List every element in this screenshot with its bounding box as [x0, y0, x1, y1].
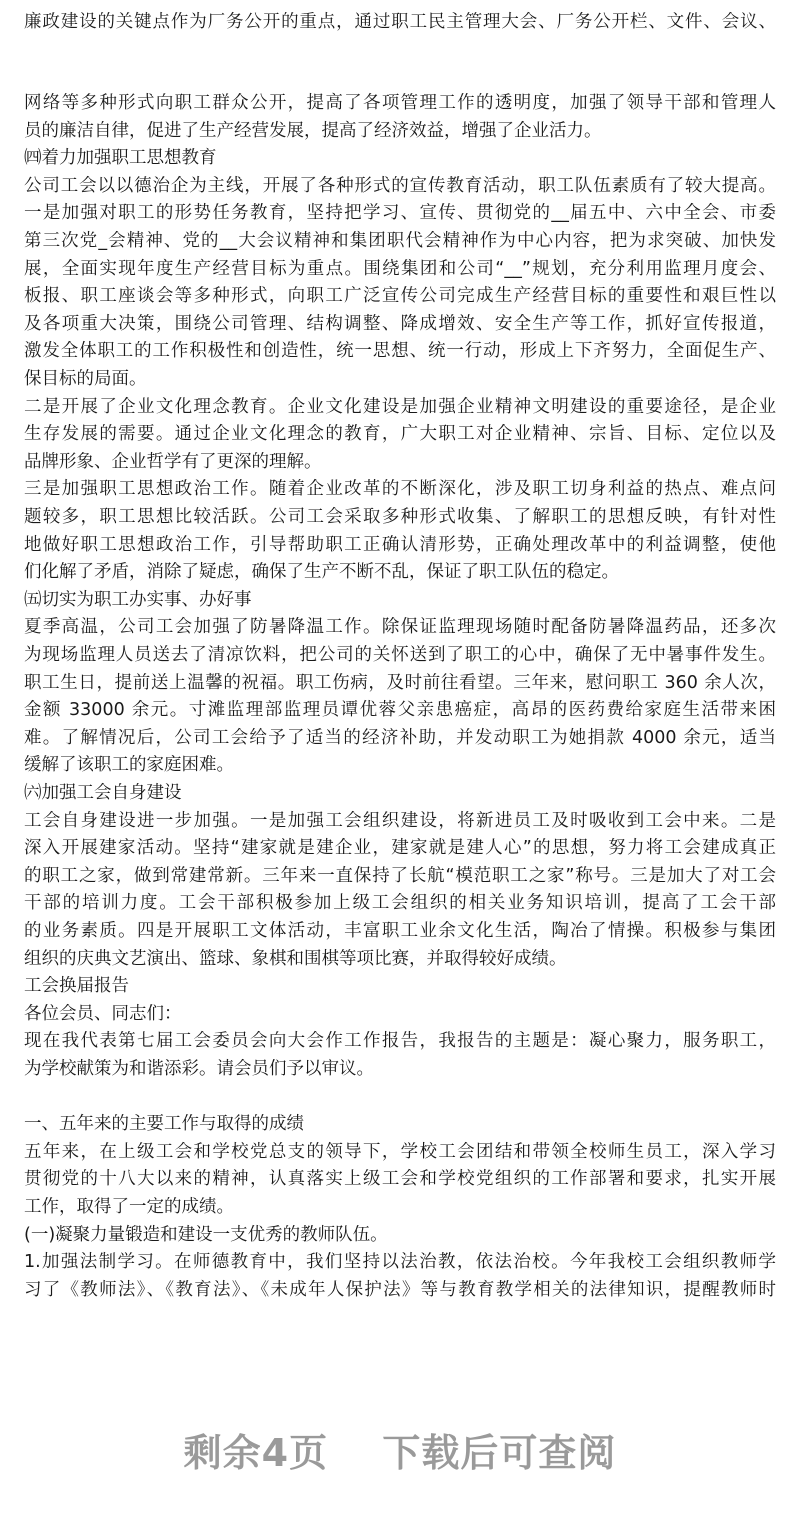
document-line: 公司工会以以德治企为主线，开展了各种形式的宣传教育活动，职工队伍素质有了较大提高。 — [24, 175, 776, 196]
download-to-view-label[interactable]: 下载后可查阅 — [382, 1431, 617, 1475]
document-line: ㈥加强工会自身建设 — [24, 783, 182, 803]
document-line: 干部的培训力度。工会干部积极参加上级工会组织的相关业务知识培训，提高了工会干部 — [24, 893, 776, 914]
document-line: 题较多，职工思想比较活跃。公司工会采取多种形式收集、了解职工的思想反映，有针对性 — [24, 507, 776, 527]
document-line: 工会自身建设进一步加强。一是加强工会组织建设，将新进员工及时吸收到工会中来。二是 — [24, 810, 776, 831]
document-line: 深入开展建家活动。坚持“建家就是建企业，建家就是建人心”的思想，努力将工会建成真正 — [24, 838, 776, 859]
document-line: 缓解了该职工的家庭困难。 — [24, 755, 234, 776]
document-line: 员的廉洁自律，促进了生产经营发展，提高了经济效益，增强了企业活力。 — [24, 120, 602, 141]
document-line: 板报、职工座谈会等多种形式，向职工广泛宣传公司完成生产经营目标的重要性和艰巨性以 — [24, 286, 776, 307]
document-line: 及各项重大决策，围绕公司管理、结构调整、降成增效、安全生产等工作，抓好宣传报道， — [24, 313, 776, 334]
document-line: 的职工之家，做到常建常新。三年来一直保持了长航“模范职工之家”称号。三是加大了对工会 — [24, 865, 776, 886]
document-line: 各位会员、同志们： — [24, 1003, 182, 1024]
document-line: 一是加强对职工的形势任务教育，坚持把学习、宣传、贯彻党的__届五中、六中全会、市委 — [24, 203, 776, 224]
document-line: 激发全体职工的工作积极性和创造性，统一思想、统一行动，形成上下齐努力，全面促生产、 — [24, 341, 776, 362]
document-line: 廉政建设的关键点作为厂务公开的重点，通过职工民主管理大会、厂务公开栏、文件、会议、 — [24, 12, 776, 32]
document-line — [24, 1084, 776, 1110]
document-line: 地做好职工思想政治工作，引导帮助职工正确认清形势，正确处理改革中的利益调整，使他 — [24, 534, 776, 555]
document-line: 职工生日，提前送上温馨的祝福。职工伤病，及时前往看望。三年来，慰问职工 360 余人次， — [24, 672, 776, 693]
document-line: 贯彻党的十八大以来的精神，认真落实上级工会和学校党组织的工作部署和要求，扎实开展 — [24, 1169, 776, 1190]
document-line: (一)凝聚力量锻造和建设一支优秀的教师队伍。 — [24, 1224, 388, 1245]
document-line: 网络等多种形式向职工群众公开，提高了各项管理工作的透明度，加强了领导干部和管理人 — [24, 93, 776, 113]
document-line: 一、五年来的主要工作与取得的成绩 — [24, 1114, 304, 1135]
document-line: ㈤切实为职工办实事、办好事 — [24, 589, 252, 610]
document-line: 1.加强法制学习。在师德教育中，我们坚持以法治教，依法治校。今年我校工会组织教师学 — [24, 1252, 776, 1273]
document-line: 的业务素质。四是开展职工文体活动，丰富职工业余文化生活，陶冶了情操。积极参与集团 — [24, 921, 776, 941]
document-line: 品牌形象、企业哲学有了更深的理解。 — [24, 451, 322, 472]
document-line: 第三次党_会精神、党的__大会议精神和集团职代会精神作为中心内容，把为求突破、加快发 — [24, 231, 776, 251]
document-line: 为学校献策为和谐添彩。请会员们予以审议。 — [24, 1059, 374, 1079]
download-prompt[interactable] — [0, 1422, 800, 1477]
document-line: 二是开展了企业文化理念教育。企业文化建设是加强企业精神文明建设的重要途径，是企业 — [24, 396, 776, 417]
document-line: 夏季高温，公司工会加强了防暑降温工作。除保证监理现场随时配备防暑降温药品，还多次 — [24, 617, 776, 638]
document-line: 难。了解情况后，公司工会给予了适当的经济补助，并发动职工为她捐款 4000 余元，适当 — [24, 727, 776, 748]
document-line: 工会换届报告 — [24, 976, 129, 997]
document-line: 五年来，在上级工会和学校党总支的领导下，学校工会团结和带领全校师生员工，深入学习 — [24, 1141, 776, 1162]
document-line: 保目标的局面。 — [24, 369, 147, 389]
document-line: 展，全面实现年度生产经营目标为重点。围绕集团和公司“__”规划，充分利用监理月度会、 — [24, 258, 776, 279]
remaining-pages-label[interactable]: 剩余4页 — [183, 1431, 329, 1475]
document-line: 们化解了矛盾，消除了疑虑，确保了生产不断不乱，保证了职工队伍的稳定。 — [24, 562, 619, 583]
document-line: 工作，取得了一定的成绩。 — [24, 1197, 234, 1217]
document-line: 为现场监理人员送去了清凉饮料，把公司的关怀送到了职工的心中，确保了无中暑事件发生。 — [24, 645, 776, 665]
document-line: 生存发展的需要。通过企业文化理念的教育，广大职工对企业精神、宗旨、目标、定位以及 — [24, 424, 776, 445]
document-line: 现在我代表第七届工会委员会向大会作工作报告，我报告的主题是：凝心聚力，服务职工， — [24, 1031, 776, 1052]
document-line: 习了《教师法》、《教育法》、《未成年人保护法》等与教育教学相关的法律知识，提醒教师时 — [24, 1279, 776, 1300]
document-line: ㈣着力加强职工思想教育 — [24, 148, 217, 169]
document-line: 金额 33000 余元。寸滩监理部监理员谭优蓉父亲患癌症，高昂的医药费给家庭生活带来困 — [24, 700, 776, 721]
document-line: 三是加强职工思想政治工作。随着企业改革的不断深化，涉及职工切身利益的热点、难点问 — [24, 479, 776, 500]
document-line: 组织的庆典文艺演出、篮球、象棋和围棋等项比赛，并取得较好成绩。 — [24, 948, 567, 969]
